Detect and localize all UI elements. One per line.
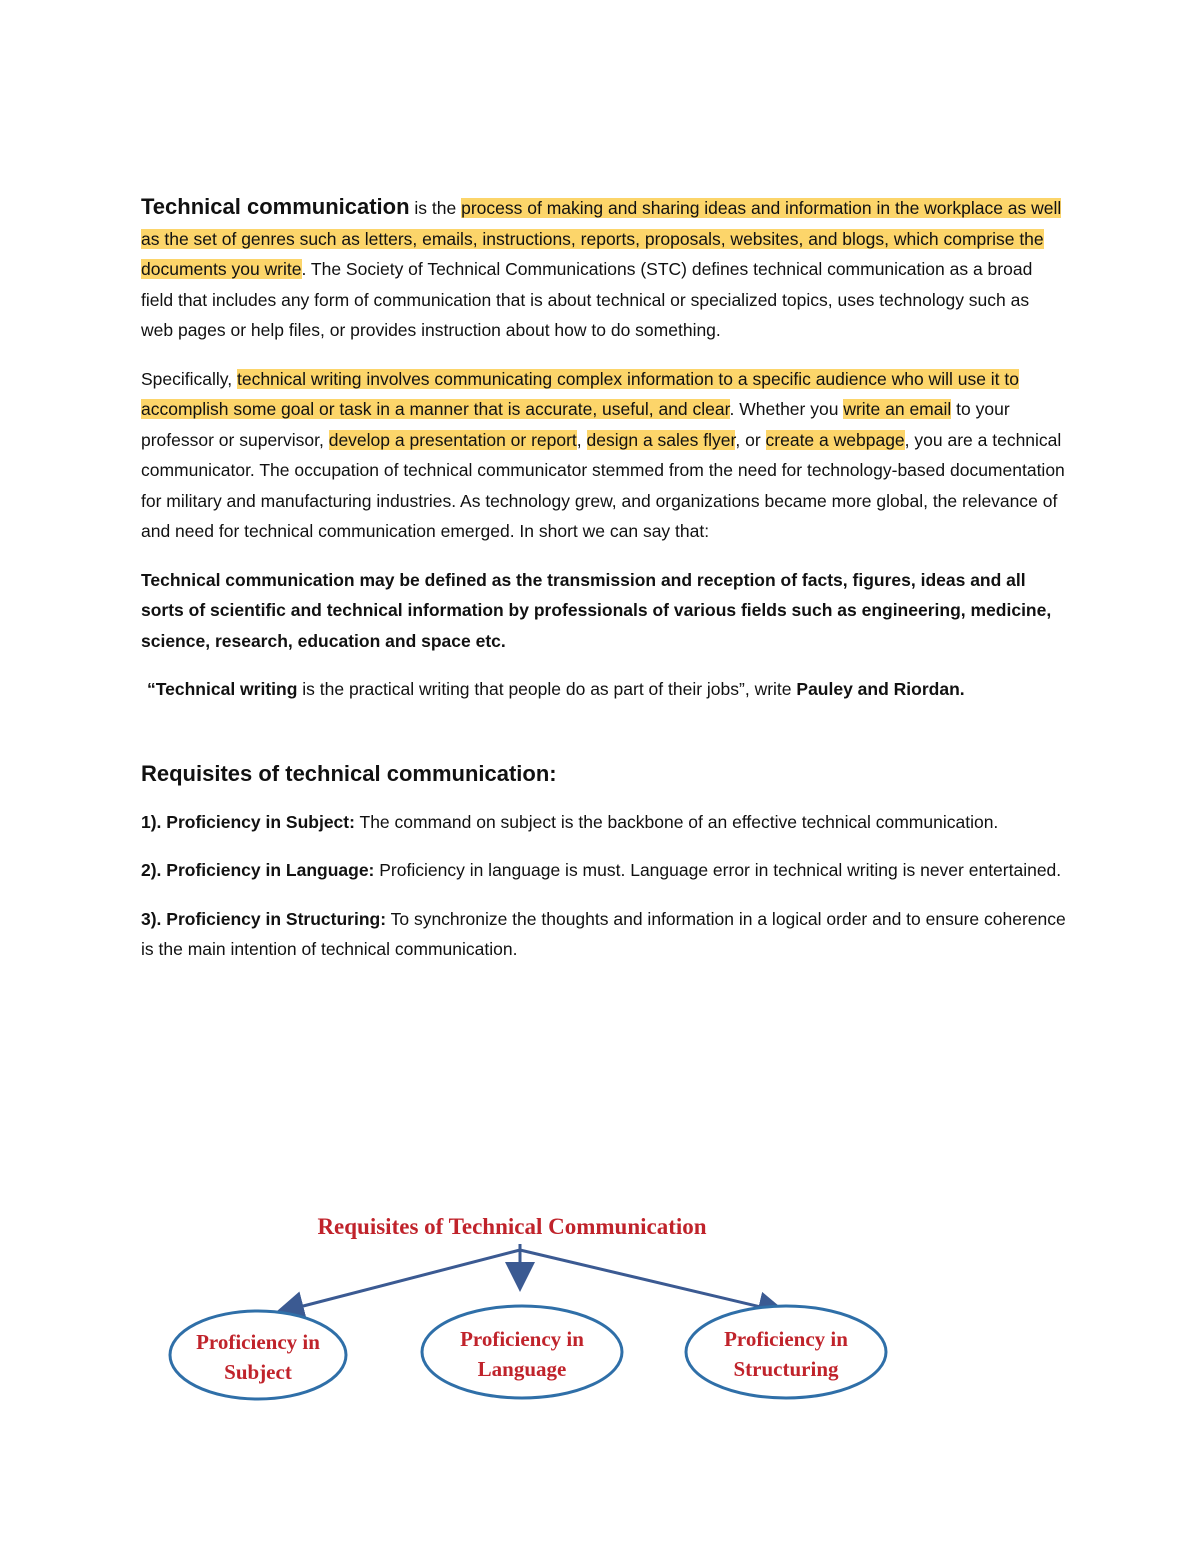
spec-highlight-5: create a webpage: [765, 429, 905, 450]
specifically-paragraph: [141, 364, 1066, 547]
requisite-item: [141, 807, 1066, 838]
spec-highlight-2: write an email: [843, 399, 952, 419]
spec-highlight-4: design a sales flyer: [586, 429, 736, 450]
diagram-svg: [150, 1200, 910, 1420]
node-structuring-ellipse: [686, 1306, 886, 1398]
requisite-label: 2). Proficiency in Language:: [141, 860, 375, 880]
requisite-text: The command on subject is the backbone of an effective technical communication.: [354, 811, 999, 832]
spec-text-2: . Whether you: [729, 399, 844, 419]
intro-text-2: . The Society of Technical Communications (STC) defines technical communication as a broad field that includes any form of communication that is about technical or specialized topics, uses technology such as web pages or help files, or provides instruction about how to do something.: [141, 259, 1033, 340]
spec-text-1: Specifically,: [141, 368, 237, 389]
quote-authors: Pauley and Riordan.: [796, 679, 965, 699]
spec-highlight-1: technical writing involves communicating complex information to a specific audience who will use it to accomplish some goal or task in a manner that is accurate, useful, and clear: [141, 368, 1019, 419]
spec-text-5: , or: [735, 429, 766, 450]
definition-paragraph: [141, 565, 1066, 657]
quote-paragraph: [147, 674, 1066, 705]
spec-highlight-3: develop a presentation or report: [328, 429, 577, 450]
node-language-line2: Language: [477, 1357, 567, 1381]
document-body: [141, 192, 1066, 983]
requisite-item: [141, 855, 1066, 886]
arrow-right: [520, 1250, 782, 1312]
node-subject-line1: Proficiency in: [196, 1330, 320, 1354]
quote-term: Technical writing: [155, 679, 298, 699]
requisite-text: Proficiency in language is must. Language error in technical writing is never entertained.: [374, 860, 1062, 880]
requisite-label: 3). Proficiency in Structuring:: [141, 908, 387, 929]
requisites-diagram: [150, 1200, 910, 1420]
node-structuring-line2: Structuring: [733, 1357, 839, 1381]
intro-term: Technical communication: [141, 194, 410, 219]
node-subject-ellipse: [170, 1311, 346, 1399]
intro-paragraph: [141, 192, 1066, 346]
definition-text: Technical communication may be defined as the transmission and reception of facts, figures, ideas and all sorts of scientific and technical information by professionals of various fields such as engineering, medicine, science, research, education and space etc.: [141, 569, 1052, 651]
intro-highlight: process of making and sharing ideas and information in the workplace as well as the set of genres such as letters, emails, instructions, reports, proposals, websites, and blogs, which comprise the documents you write: [141, 198, 1062, 279]
diagram-title: Requisites of Technical Communication: [317, 1214, 707, 1239]
requisite-item: [141, 904, 1066, 965]
node-subject-line2: Subject: [224, 1360, 292, 1384]
requisites-heading: Requisites of technical communication:: [141, 760, 557, 786]
intro-text-1: is the: [409, 198, 462, 218]
node-language-ellipse: [422, 1306, 622, 1398]
spec-text-3: to your professor or supervisor,: [141, 399, 1010, 450]
requisite-label: 1). Proficiency in Subject:: [141, 811, 355, 832]
quote-text: is the practical writing that people do as part of their jobs”, write: [297, 679, 797, 699]
node-language-line1: Proficiency in: [460, 1327, 584, 1351]
requisite-text: To synchronize the thoughts and information in a logical order and to ensure coherence is the main intention of technical communication.: [141, 908, 1066, 959]
spec-text-6: , you are a technical communicator. The occupation of technical communicator stemmed from the need for technology-based documentation for military and manufacturing industries. As technology grew, and organizations became more global, the relevance of and need for technical communication emerged. In short we can say that:: [141, 429, 1065, 541]
spec-text-4: ,: [576, 429, 587, 450]
arrow-left: [280, 1250, 520, 1312]
node-structuring-line1: Proficiency in: [724, 1327, 848, 1351]
quote-open: “: [147, 679, 156, 699]
